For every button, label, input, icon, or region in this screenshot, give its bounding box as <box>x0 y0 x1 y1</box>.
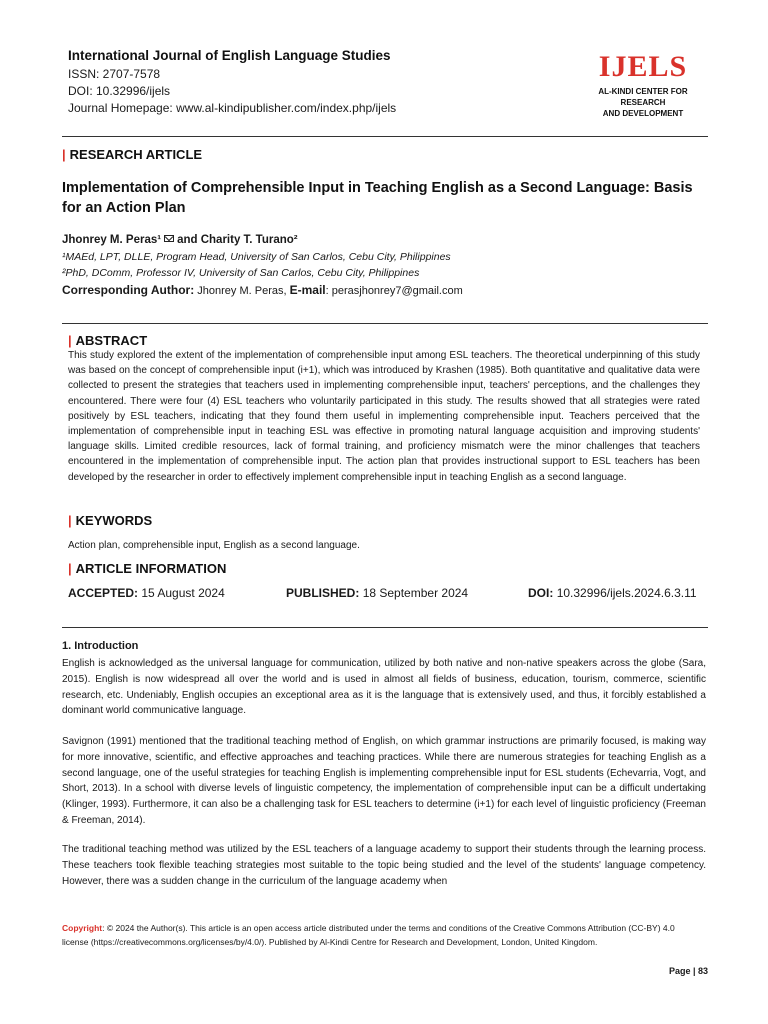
journal-info <box>68 46 396 117</box>
accepted-label: ACCEPTED: <box>68 586 139 600</box>
abstract-divider-bottom <box>62 627 708 628</box>
keywords-text: Action plan, comprehensible input, English as a second language. <box>68 540 360 551</box>
author-1: Jhonrey M. Peras¹ <box>62 234 162 246</box>
abstract-divider-top <box>62 323 708 324</box>
copyright-footer <box>62 922 698 949</box>
intro-paragraph-2: Savignon (1991) mentioned that the traditional teaching method of English, on which grammar instructions are primarily focused, is making way for more innovative, scientific, and effective approaches and teaching practices. While there are numerous strategies for teaching English as a second language, one of the useful strategies for teaching English is implementing comprehensible input for ESL students (Echevarria, Vogt, and Short, 2013). In a school with diverse levels of linguistic competency, the implementation of comprehensible input can be a difficult undertaking (Klinger, 1993). Furthermore, it can also be a challenging task for ESL teachers to determine (i+1) for each level of linguistic proficiency (Freeman & Freeman, 2014). <box>62 736 706 826</box>
doi-value[interactable]: 10.32996/ijels.2024.6.3.11 <box>556 586 697 600</box>
abstract-heading <box>68 333 147 349</box>
published-date <box>286 584 468 602</box>
logo-subtitle <box>578 86 708 119</box>
article-info-heading-label: ARTICLE INFORMATION <box>75 561 227 576</box>
journal-doi: DOI: 10.32996/ijels <box>68 84 171 98</box>
copyright-text: : © 2024 the Author(s). This article is an open access article distributed under the terms and conditions of the Creative Commons Attribution (CC-BY) 4.0 license (https://creativecommons.org/licenses/by/4.0/). Published by Al-Kindi Centre for Research and Development, London, United Kingdom. <box>62 923 675 947</box>
journal-header <box>68 46 708 126</box>
published-label: PUBLISHED: <box>286 586 360 600</box>
page-number: Page | 83 <box>668 966 708 976</box>
intro-paragraph-1: English is acknowledged as the universal language for communication, utilized by both native and non-native speakers across the globe (Sara, 2015). English is now widespread all over the world and is used in almost all fields of business, education, tourism, commerce, scientific research, etc. Undeniably, English occupies an exceptional area as it is the language that is extensively used, and thus, it forcibly established a dominant world communicative language. <box>62 658 706 717</box>
accent-bar: | <box>68 333 72 348</box>
intro-paragraph-3: The traditional teaching method was utilized by the ESL teachers of a language academy to support their students through the learning process. These teachers took flexible teaching strategies most suitable to the topic being studied and the level of the students' language competency. However, there was a sudden change in the curriculum of the language academy when <box>62 844 706 887</box>
corresponding-label: Corresponding Author: <box>62 283 195 297</box>
copyright-label: Copyright <box>62 923 103 933</box>
affiliation-1: ¹MAEd, LPT, DLLE, Program Head, University of San Carlos, Cebu City, Philippines <box>62 251 451 263</box>
journal-homepage[interactable]: Journal Homepage: www.al-kindipublisher.com/index.php/ijels <box>68 101 397 115</box>
abstract-text: This study explored the extent of the implementation of comprehensible input among ESL teachers. The theoretical underpinning of this study was based on the concept of comprehensible input (i+1), which was introduced by Krashen (1985). Both quantitative and qualitative data were collected to present the strategies that teachers used in implementing comprehensible input, teachers' perceptions, and the challenges they encountered. There were four (4) ESL teachers who voluntarily participated in this study. The results showed that all strategies were rated positively by ESL teachers, indicating that they found them useful in implementing comprehensible input. Teachers perceived that the implementation of comprehensible input in teaching ESL was effective in promoting natural language acquisition and improving students' language skills. Limited credible resources, lack of formal training, and proficiency mismatch were the minor challenges that teachers encountered in the implementation of comprehensible input. The action plan that provides instructional support to ESL teachers has been developed by the researcher in order to effectively implement comprehensible input in teaching English as a second language. <box>68 350 700 483</box>
keywords-heading <box>68 513 152 529</box>
article-title: Implementation of Comprehensible Input in Teaching English as a Second Language: Basis for an Action Plan <box>62 180 693 216</box>
affiliation-2: ²PhD, DComm, Professor IV, University of San Carlos, Cebu City, Philippines <box>62 267 420 279</box>
header-divider <box>62 136 708 137</box>
abstract-heading-label: ABSTRACT <box>75 333 148 348</box>
article-type-label: RESEARCH ARTICLE <box>69 147 203 162</box>
logo-mark: IJELS <box>598 50 688 83</box>
accent-bar: | <box>62 147 66 162</box>
corresponding-name: Jhonrey M. Peras, <box>197 285 287 297</box>
author-line <box>62 232 298 248</box>
mail-icon[interactable] <box>164 235 174 242</box>
doi-label: DOI: <box>528 586 554 600</box>
article-info-heading <box>68 561 226 577</box>
accepted-date <box>68 584 225 602</box>
logo-subtitle-line2: AND DEVELOPMENT <box>602 109 684 118</box>
logo-subtitle-line1: AL-KINDI CENTER FOR RESEARCH <box>598 87 688 107</box>
published-value: 18 September 2024 <box>362 586 469 600</box>
journal-title: International Journal of English Language Studies <box>68 48 391 63</box>
journal-issn: ISSN: 2707-7578 <box>68 67 161 81</box>
article-type-heading <box>62 147 202 163</box>
accent-bar: | <box>68 513 72 528</box>
ijels-logo <box>578 52 708 119</box>
email-address[interactable]: : perasjhonrey7@gmail.com <box>325 285 463 297</box>
keywords-heading-label: KEYWORDS <box>75 513 153 528</box>
author-2: and Charity T. Turano² <box>177 234 298 246</box>
introduction-heading: 1. Introduction <box>62 640 139 652</box>
accent-bar: | <box>68 561 72 576</box>
corresponding-author <box>62 283 463 299</box>
article-doi <box>528 584 697 602</box>
accepted-value: 15 August 2024 <box>141 586 225 600</box>
email-label: E-mail <box>289 283 326 297</box>
